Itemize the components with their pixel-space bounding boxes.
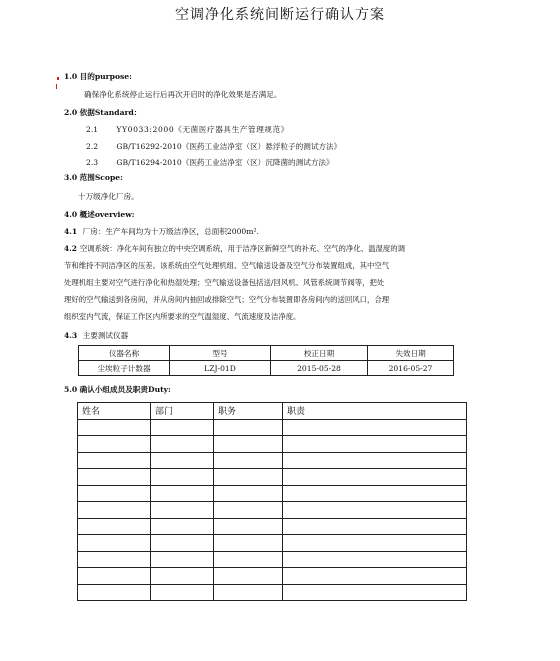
- item-number: 2.2: [86, 142, 99, 151]
- table-cell: [151, 419, 214, 436]
- section-title: 确认小组成员及职责Duty:: [79, 385, 171, 394]
- standard-item: [86, 125, 289, 135]
- table-cell: [283, 568, 467, 585]
- section-title: 目的purpose:: [79, 72, 132, 81]
- section-5-heading: [64, 385, 171, 395]
- table-cell: [78, 502, 151, 519]
- table-cell: [214, 584, 283, 601]
- section-title: 范围Scope:: [79, 173, 123, 182]
- table-cell: [78, 469, 151, 486]
- table-header-cell: 部门: [151, 403, 214, 420]
- table-header-cell: 型号: [170, 346, 271, 361]
- section-4-3: [64, 331, 128, 341]
- section-3-heading: [64, 173, 123, 183]
- table-cell: [214, 502, 283, 519]
- table-row: [78, 452, 467, 469]
- paragraph-line: 组织室内气流，保证工作区内所要求的空气温湿度、气流速度及洁净度。: [64, 312, 301, 321]
- table-cell: [214, 518, 283, 535]
- paragraph-line: 理好的空气输送到各房间，并从房间内抽回或排除空气；空气分布装置即各房间内的送回风口，合理: [64, 295, 390, 304]
- table-row: [78, 485, 467, 502]
- section-number: 4.0: [64, 210, 78, 219]
- table-row: [78, 436, 467, 453]
- item-number: 2.3: [86, 158, 99, 167]
- table-cell: [78, 419, 151, 436]
- table-cell: [78, 535, 151, 552]
- section-number: 2.0: [64, 108, 78, 117]
- section-number: 4.3: [64, 331, 78, 340]
- section-text: 主要测试仪器: [82, 331, 129, 340]
- table-header-cell: 职务: [214, 403, 283, 420]
- standard-item: [86, 158, 334, 168]
- table-cell: [283, 535, 467, 552]
- table-header-cell: 仪器名称: [79, 346, 170, 361]
- section-number: 5.0: [64, 385, 78, 394]
- section-number: 1.0: [64, 72, 78, 81]
- table-row: [78, 419, 467, 436]
- item-number: 2.1: [86, 125, 99, 134]
- table-cell: [214, 419, 283, 436]
- table-header-cell: 失效日期: [368, 346, 454, 361]
- section-4-heading: [64, 210, 135, 220]
- table-cell: [78, 568, 151, 585]
- item-text: YY0033:2000《无菌医疗器具生产管理规范》: [116, 125, 289, 134]
- item-text: GB/T16294-2010《医药工业洁净室（区）沉降菌的测试方法》: [116, 158, 334, 167]
- table-cell: [283, 485, 467, 502]
- table-cell: [283, 419, 467, 436]
- table-cell: [151, 436, 214, 453]
- section-title: 概述overview:: [79, 210, 135, 219]
- standard-item: [86, 142, 341, 152]
- table-cell: [78, 485, 151, 502]
- paragraph-line: [64, 240, 484, 257]
- section-number: 3.0: [64, 173, 78, 182]
- table-cell: [283, 452, 467, 469]
- table-cell: [151, 469, 214, 486]
- table-cell: 2015-05-28: [271, 361, 368, 376]
- table-row: [79, 361, 454, 376]
- paragraph-text: 空调系统：净化车间有独立的中央空调系统，用于洁净区新鲜空气的补充、空气的净化、温湿度的调: [79, 244, 406, 253]
- table-cell: [214, 452, 283, 469]
- table-cell: [151, 551, 214, 568]
- table-header-cell: 姓名: [78, 403, 151, 420]
- table-cell: [151, 518, 214, 535]
- table-header-cell: 职责: [283, 403, 467, 420]
- table-row: [78, 551, 467, 568]
- table-cell: [214, 436, 283, 453]
- section-number: 4.2: [64, 244, 77, 253]
- table-header-row: [78, 403, 467, 420]
- table-cell: [214, 568, 283, 585]
- table-cell: [151, 452, 214, 469]
- table-cell: [214, 535, 283, 552]
- duty-table: [77, 402, 467, 601]
- paragraph-line: 节和维持不同洁净区的压差。该系统由空气处理机组、空气输送设备及空气分布装置组成，其中空气: [64, 261, 390, 270]
- table-cell: [151, 568, 214, 585]
- table-row: [78, 502, 467, 519]
- table-cell: [78, 584, 151, 601]
- table-cell: [214, 551, 283, 568]
- red-edit-mark: [56, 77, 59, 89]
- table-row: [78, 584, 467, 601]
- section-title: 依据Standard：: [79, 108, 142, 117]
- table-header-row: [79, 346, 454, 361]
- section-2-heading: [64, 108, 141, 118]
- table-cell: [78, 551, 151, 568]
- section-1-heading: [64, 72, 132, 82]
- table-cell: [283, 584, 467, 601]
- instrument-table: [78, 345, 454, 376]
- table-cell: [78, 518, 151, 535]
- table-cell: [214, 469, 283, 486]
- table-cell: [214, 485, 283, 502]
- paragraph-line: 处理机组主要对空气进行净化和热湿处理；空气输送设备包括送/回风机、风管系统调节阀等，把处: [64, 278, 385, 287]
- table-cell: [151, 485, 214, 502]
- table-header-cell: 校正日期: [271, 346, 368, 361]
- section-number: 4.1: [64, 227, 78, 236]
- table-cell: [283, 518, 467, 535]
- table-cell: [78, 452, 151, 469]
- table-cell: LZJ-01D: [170, 361, 271, 376]
- section-text: 厂房：生产车间均为十万级洁净区，总面积2000m².: [82, 227, 259, 236]
- table-row: [78, 568, 467, 585]
- table-row: [78, 469, 467, 486]
- section-4-1: [64, 227, 259, 237]
- table-cell: [283, 436, 467, 453]
- table-cell: [151, 584, 214, 601]
- section-4-2: [64, 240, 484, 325]
- section-3-body: 十万级净化厂房。: [78, 192, 139, 201]
- table-cell: [151, 502, 214, 519]
- table-cell: [283, 551, 467, 568]
- table-cell: 2016-05-27: [368, 361, 454, 376]
- table-cell: 尘埃粒子计数器: [79, 361, 170, 376]
- table-cell: [78, 436, 151, 453]
- table-row: [78, 535, 467, 552]
- section-1-body: 确保净化系统停止运行后再次开启时的净化效果是否满足。: [84, 90, 282, 99]
- table-cell: [283, 502, 467, 519]
- table-row: [78, 518, 467, 535]
- table-cell: [151, 535, 214, 552]
- item-text: GB/T16292-2010《医药工业洁净室（区）悬浮粒子的测试方法》: [116, 142, 342, 151]
- document-title: 空调净化系统间断运行确认方案: [175, 7, 385, 23]
- table-cell: [283, 469, 467, 486]
